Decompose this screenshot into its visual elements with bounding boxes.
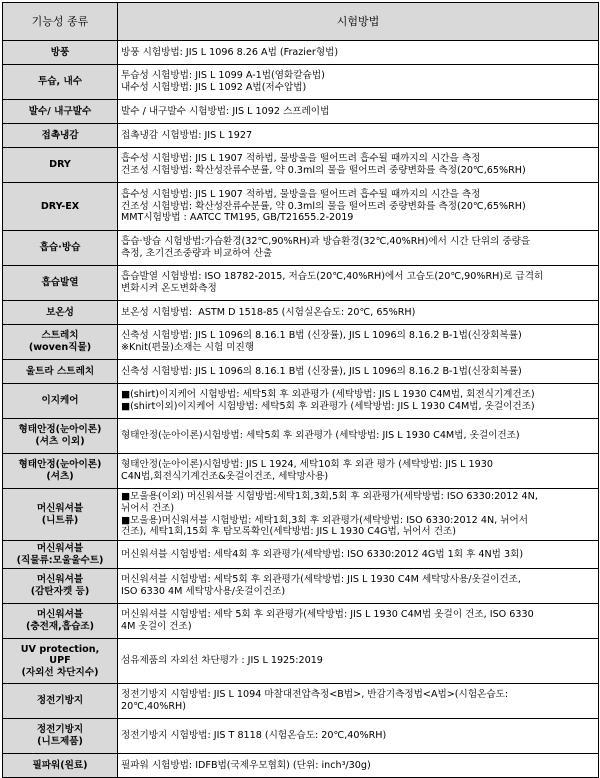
test-method-cell <box>118 183 599 231</box>
function-type-cell <box>3 183 118 231</box>
table-row <box>3 754 599 778</box>
function-type-label: DRY <box>49 159 71 171</box>
function-type-cell <box>3 65 118 100</box>
test-method-cell <box>118 360 599 384</box>
function-type-cell <box>3 754 118 778</box>
test-method-cell <box>118 384 599 419</box>
table-body <box>3 41 599 778</box>
function-type-label: 머신워셔블 <box>36 542 84 554</box>
function-type-label: 머신워셔블 <box>36 574 84 586</box>
function-type-cell <box>3 325 118 360</box>
test-method-cell <box>118 124 599 148</box>
test-method-text: 뉘어서 건조) <box>121 502 175 514</box>
function-type-label: (충전재,흡습조) <box>25 621 95 632</box>
test-method-text: ■모울용)머신워셔블 시험방법: 세탁1회,3회 후 외관평가(세탁방법: ISO 6330:2012 4N, 뉘어서 <box>121 514 529 526</box>
test-method-text: 정전기방지 시험방법: JIS T 8118 (시험온습도: 20℃,40%RH) <box>121 730 387 742</box>
table-row <box>3 384 599 419</box>
test-method-text: ■(shirt)이지케어 시험방법: 세탁5회 후 외관평가 (세탁방법: JIS L 1930 C4M법, 회전식기계건조) <box>121 389 535 401</box>
function-type-label: 필파워(원료) <box>32 759 88 771</box>
function-type-label: (직물류:모울울수트) <box>16 554 104 566</box>
header-test-method: 시험방법 <box>118 3 599 41</box>
function-type-label: 머신워셔블 <box>36 502 84 514</box>
function-type-label: 형태안정(눈아이론) <box>18 459 102 471</box>
test-method-text: 건조성 시험방법: 확산성잔류수분률, 약 0.3ml의 물을 떨어뜨려 중량변화를 측정(20℃,65%RH) <box>121 200 526 212</box>
function-type-label: 투습, 내수 <box>37 76 83 88</box>
table-row <box>3 41 599 65</box>
header-function-type: 기능성 종류 <box>3 3 118 41</box>
test-method-cell <box>118 754 599 778</box>
function-type-label: (감탄자켓 등) <box>30 586 90 597</box>
function-type-label: 정전기방지 <box>36 724 84 736</box>
function-type-label: 흡습발열 <box>41 277 79 289</box>
test-method-text: ■(shirt이외)이지케어 시험방법: 세탁5회 후 외관평가 (세탁방법: JIS L 1930 C4M법, 옷걸이건조) <box>121 401 535 412</box>
table-row <box>3 454 599 489</box>
test-method-text: 건조), 세탁1회,15회 후 탐모록확인(세탁방법: JIS L 1930 C4G법, 뉘어서 건조) <box>121 526 456 538</box>
function-type-cell <box>3 301 118 325</box>
function-type-cell <box>3 124 118 148</box>
function-type-cell <box>3 419 118 454</box>
test-method-cell <box>118 489 599 541</box>
function-type-cell <box>3 639 118 684</box>
function-type-cell <box>3 148 118 183</box>
test-method-cell <box>118 148 599 183</box>
test-method-text: 변화시켜 온도변화측정 <box>121 283 217 294</box>
table-row <box>3 325 599 360</box>
function-type-label: 정전기방지 <box>36 695 84 707</box>
function-type-label: (woven직물) <box>28 342 92 353</box>
document <box>2 2 599 778</box>
test-method-cell <box>118 325 599 360</box>
table-row <box>3 360 599 384</box>
function-type-label: 이지케어 <box>41 395 79 407</box>
test-method-text: 방풍 시험방법: JIS L 1096 8.26 A법 (Frazier형법) <box>121 46 339 58</box>
test-method-text: 접촉냉감 시험방법: JIS L 1927 <box>121 129 253 141</box>
test-method-text: 머신워셔블 시험방법: 세탁5회 후 외관평가(세탁방법: JIS L 1930 C4M 세탁망사용/옷걸이건조, <box>121 574 521 586</box>
table-row <box>3 301 599 325</box>
function-type-label: 울트라 스트레치 <box>25 365 95 377</box>
function-type-cell <box>3 684 118 719</box>
test-method-text: 보온성 시험방법: ASTM D 1518-85 (시험실온습도: 20℃, 65%RH) <box>121 306 416 318</box>
test-method-text: 내수성 시험방법: JIS L 1092 A법(저수압법) <box>121 82 307 93</box>
test-method-cell <box>118 569 599 604</box>
function-type-label: (니트제품) <box>37 736 83 747</box>
function-type-label: (셔츠 이외) <box>35 436 85 447</box>
test-method-text: 형태안정(눈아이론)시험방법: 세탁5회 후 외관평가 (세탁방법: JIS L 1930 C4M법, 옷걸이건조) <box>121 430 520 442</box>
table-row <box>3 604 599 639</box>
function-type-label: 형태안정(눈아이론) <box>18 424 102 436</box>
table-row <box>3 541 599 569</box>
function-type-label: UV protection, <box>20 643 100 655</box>
test-method-text: 20℃,40%RH) <box>121 701 186 712</box>
test-method-cell <box>118 684 599 719</box>
function-type-cell <box>3 541 118 569</box>
function-type-cell <box>3 384 118 419</box>
table-row <box>3 266 599 301</box>
test-method-text: 발수 / 내구발수 시험방법: JIS L 1092 스프레이법 <box>121 105 330 117</box>
function-type-cell <box>3 231 118 266</box>
function-type-label: (니트류) <box>41 514 79 526</box>
test-method-text: 흡수성 시험방법: JIS L 1907 적하법, 물방울을 떨어뜨려 흡수될 때까지의 시간을 측정 <box>121 189 481 201</box>
table-row <box>3 569 599 604</box>
test-method-text: 머신워셔블 시험방법: 세탁4회 후 외관평가(세탁방법: ISO 6330:2012 4G법 1회 후 4N법 3회) <box>121 548 524 560</box>
test-method-cell <box>118 100 599 124</box>
test-method-text: C4N법,회전식기계건조&옷걸이건조, 세탁망사용) <box>121 471 329 482</box>
function-type-label: UPF <box>49 655 71 667</box>
test-method-text: 형태안정(눈아이론)시험방법: JIS L 1924, 세탁10회 후 외관 평가 (세탁방법: JIS L 1930 <box>121 459 493 471</box>
table-row <box>3 183 599 231</box>
function-type-cell <box>3 100 118 124</box>
function-type-cell <box>3 719 118 754</box>
test-method-text: 건조성 시험방법: 확산성잔류수분률, 약 0.3ml의 물을 떨어뜨려 중량변화를 측정(20℃,65%RH) <box>121 165 526 176</box>
test-method-cell <box>118 639 599 684</box>
table-row <box>3 639 599 684</box>
function-type-cell <box>3 569 118 604</box>
test-method-text: 흡수성 시험방법: JIS L 1907 적하법, 물방울을 떨어뜨려 흡수될 때까지의 시간을 측정 <box>121 153 481 165</box>
table-row <box>3 124 599 148</box>
test-methods-table <box>2 2 599 778</box>
table-row <box>3 419 599 454</box>
test-method-text: 측정, 초기건조중량과 비교하여 산출 <box>121 248 273 259</box>
test-method-text: 흡습·방습 시험방법:가습환경(32℃,90%RH)과 방습환경(32℃,40%RH)에서 시간 단위의 중량을 <box>121 236 531 248</box>
test-method-cell <box>118 301 599 325</box>
function-type-label: 접촉냉감 <box>41 129 79 141</box>
test-method-text: ■모울용(이외) 머신워셔블 시험방법:세탁1회,3회,5회 후 외관평가(세탁방법: ISO 6330:2012 4N, <box>121 491 538 503</box>
table-row <box>3 684 599 719</box>
function-type-cell <box>3 266 118 301</box>
test-method-text: 신축성 시험방법: JIS L 1096의 8.16.1 B법 (신장률), JIS L 1096의 8.16.2 B-1법(신장회복률) <box>121 365 522 377</box>
test-method-text: 흡습발열 시험방법: ISO 18782-2015, 저습도(20℃,40%RH)에서 고습도(20℃,90%RH)로 급격히 <box>121 271 544 283</box>
function-type-cell <box>3 454 118 489</box>
test-method-text: MMT시험방법 : AATCC TM195, GB/T21655.2-2019 <box>121 212 354 224</box>
table-row <box>3 489 599 541</box>
test-method-cell <box>118 454 599 489</box>
function-type-cell <box>3 489 118 541</box>
test-method-cell <box>118 266 599 301</box>
test-method-text: 신축성 시험방법: JIS L 1096의 8.16.1 B법 (신장률), JIS L 1096의 8.16.2 B-1법(신장회복률) <box>121 330 522 342</box>
function-type-label: 스트레치 <box>41 330 79 342</box>
function-type-label: (자외선 차단지수) <box>21 666 99 678</box>
test-method-text: ISO 6330 4M 세탁망사용/옷걸이건조) <box>121 586 286 597</box>
test-method-text: 4M 옷걸이 건조) <box>121 621 192 632</box>
test-method-text: ※Knit(편물)소재는 시험 미진행 <box>121 342 255 353</box>
function-type-label: 발수/ 내구발수 <box>28 105 92 117</box>
function-type-label: 보온성 <box>46 306 74 318</box>
table-row <box>3 100 599 124</box>
function-type-cell <box>3 41 118 65</box>
function-type-cell <box>3 604 118 639</box>
test-method-text: 정전기방지 시험방법: JIS L 1094 마찰대전압측정<B법>, 반감기측정법<A법>(시험온습도: <box>121 689 509 701</box>
test-method-cell <box>118 719 599 754</box>
test-method-cell <box>118 65 599 100</box>
test-method-cell <box>118 419 599 454</box>
test-method-cell <box>118 541 599 569</box>
table-row <box>3 148 599 183</box>
test-method-text: 섬유제품의 자외선 차단평가 : JIS L 1925:2019 <box>121 655 323 667</box>
test-method-text: 투습성 시험방법: JIS L 1099 A-1법(염화칼슘법) <box>121 70 325 82</box>
function-type-label: (셔츠) <box>46 471 74 482</box>
table-header-row <box>3 3 599 41</box>
function-type-label: 흡습·방습 <box>39 242 81 254</box>
function-type-label: 방풍 <box>50 46 70 58</box>
function-type-label: 머신워셔블 <box>36 609 84 621</box>
function-type-label: DRY-EX <box>40 200 80 212</box>
table-row <box>3 719 599 754</box>
test-method-cell <box>118 41 599 65</box>
test-method-text: 머신워셔블 시험방법: 세탁 5회 후 외관평가(세탁방법: JIS L 1930 C4M법 옷걸이 건조, ISO 6330 <box>121 609 534 621</box>
test-method-text: 필파워 시험방법: IDFB법(국제우모협회) (단위: inch³/30g) <box>121 759 371 771</box>
test-method-cell <box>118 231 599 266</box>
table-row <box>3 231 599 266</box>
table-row <box>3 65 599 100</box>
function-type-cell <box>3 360 118 384</box>
test-method-cell <box>118 604 599 639</box>
